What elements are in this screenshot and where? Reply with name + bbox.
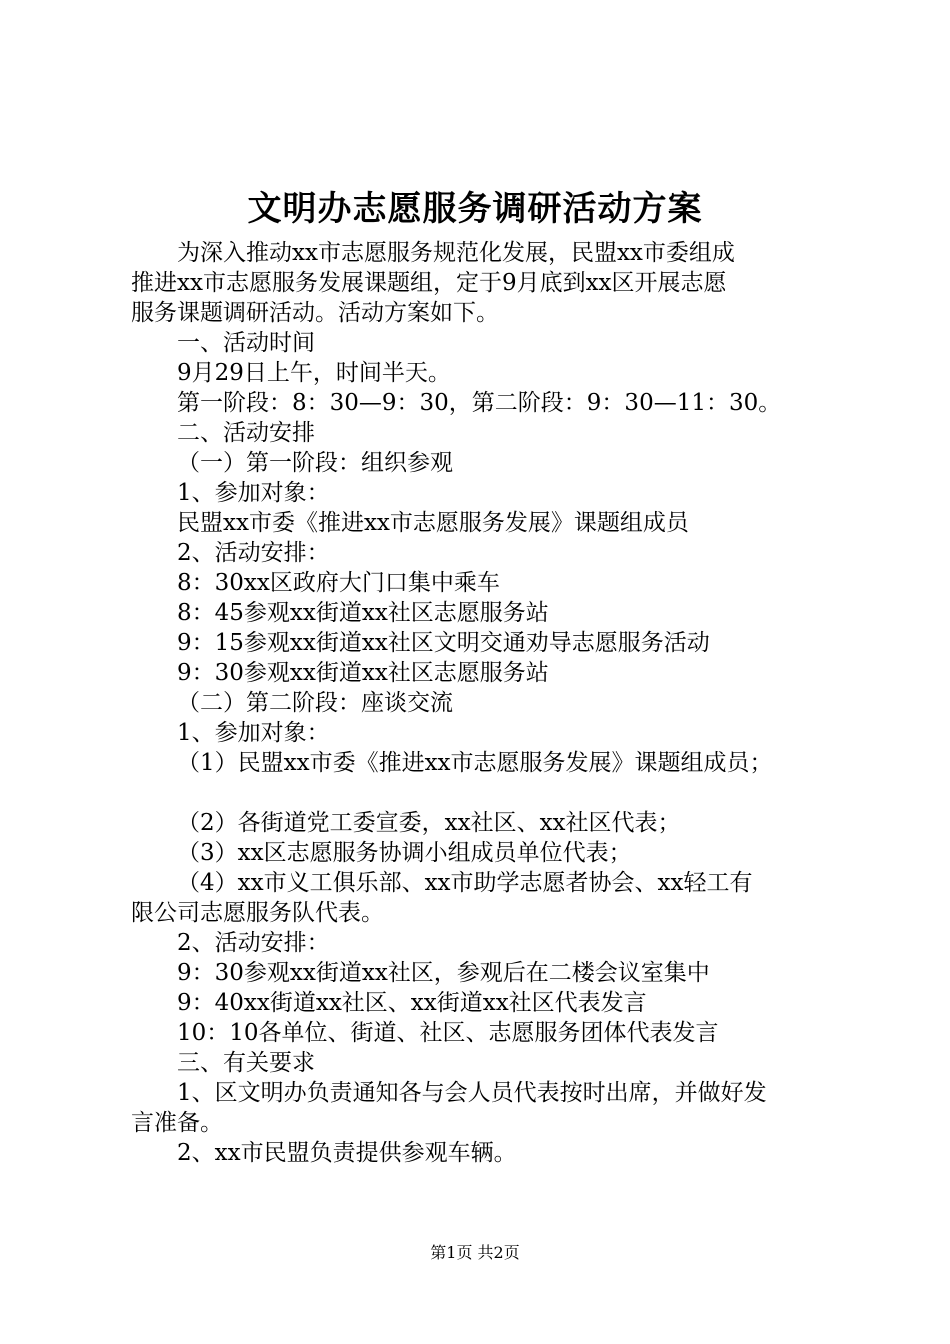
blank-line [131, 778, 831, 808]
paragraph-line: 言准备。 [131, 1110, 223, 1136]
section-heading: 三、有关要求 [177, 1050, 315, 1076]
paragraph-line: （3）xx区志愿服务协调小组成员单位代表； [177, 840, 632, 866]
section-heading: 二、活动安排 [177, 420, 315, 446]
paragraph-line: 1、区文明办负责通知各与会人员代表按时出席，并做好发 [177, 1080, 767, 1106]
page-footer: 第1页 共2页 [430, 1243, 520, 1262]
paragraph-line: 民盟xx市委《推进xx市志愿服务发展》课题组成员 [177, 510, 689, 536]
section-heading: 一、活动时间 [177, 330, 315, 356]
paragraph-line: 服务课题调研活动。活动方案如下。 [131, 300, 499, 326]
paragraph-line: 推进xx市志愿服务发展课题组，定于9月底到xx区开展志愿 [131, 270, 727, 296]
paragraph-line: 第一阶段：8：30—9：30，第二阶段：9：30—11：30。 [177, 390, 782, 416]
paragraph-line: 1、参加对象： [177, 720, 330, 746]
paragraph-line: （2）各街道党工委宣委，xx社区、xx社区代表； [177, 810, 681, 836]
schedule-item: 9：30参观xx街道xx社区，参观后在二楼会议室集中 [177, 960, 710, 986]
document-body [131, 238, 831, 1168]
paragraph-line: 1、参加对象： [177, 480, 330, 506]
paragraph-line: （4）xx市义工俱乐部、xx市助学志愿者协会、xx轻工有 [177, 870, 753, 896]
paragraph-line: 2、活动安排： [177, 930, 330, 956]
subsection-heading: （一）第一阶段：组织参观 [177, 450, 453, 476]
subsection-heading: （二）第二阶段：座谈交流 [177, 690, 453, 716]
schedule-item: 8：45参观xx街道xx社区志愿服务站 [177, 600, 549, 626]
paragraph-line: 2、活动安排： [177, 540, 330, 566]
schedule-item: 10：10各单位、街道、社区、志愿服务团体代表发言 [177, 1020, 719, 1046]
paragraph-line: 9月29日上午，时间半天。 [177, 360, 451, 386]
paragraph-line: （1）民盟xx市委《推进xx市志愿服务发展》课题组成员； [177, 750, 773, 776]
schedule-item: 9：40xx街道xx社区、xx街道xx社区代表发言 [177, 990, 647, 1016]
paragraph-line: 限公司志愿服务队代表。 [131, 900, 384, 926]
paragraph-line: 2、xx市民盟负责提供参观车辆。 [177, 1140, 517, 1166]
schedule-item: 8：30xx区政府大门口集中乘车 [177, 570, 500, 596]
paragraph-line: 为深入推动xx市志愿服务规范化发展，民盟xx市委组成 [177, 240, 735, 266]
document-title: 文明办志愿服务调研活动方案 [247, 189, 703, 229]
schedule-item: 9：30参观xx街道xx社区志愿服务站 [177, 660, 549, 686]
schedule-item: 9：15参观xx街道xx社区文明交通劝导志愿服务活动 [177, 630, 710, 656]
